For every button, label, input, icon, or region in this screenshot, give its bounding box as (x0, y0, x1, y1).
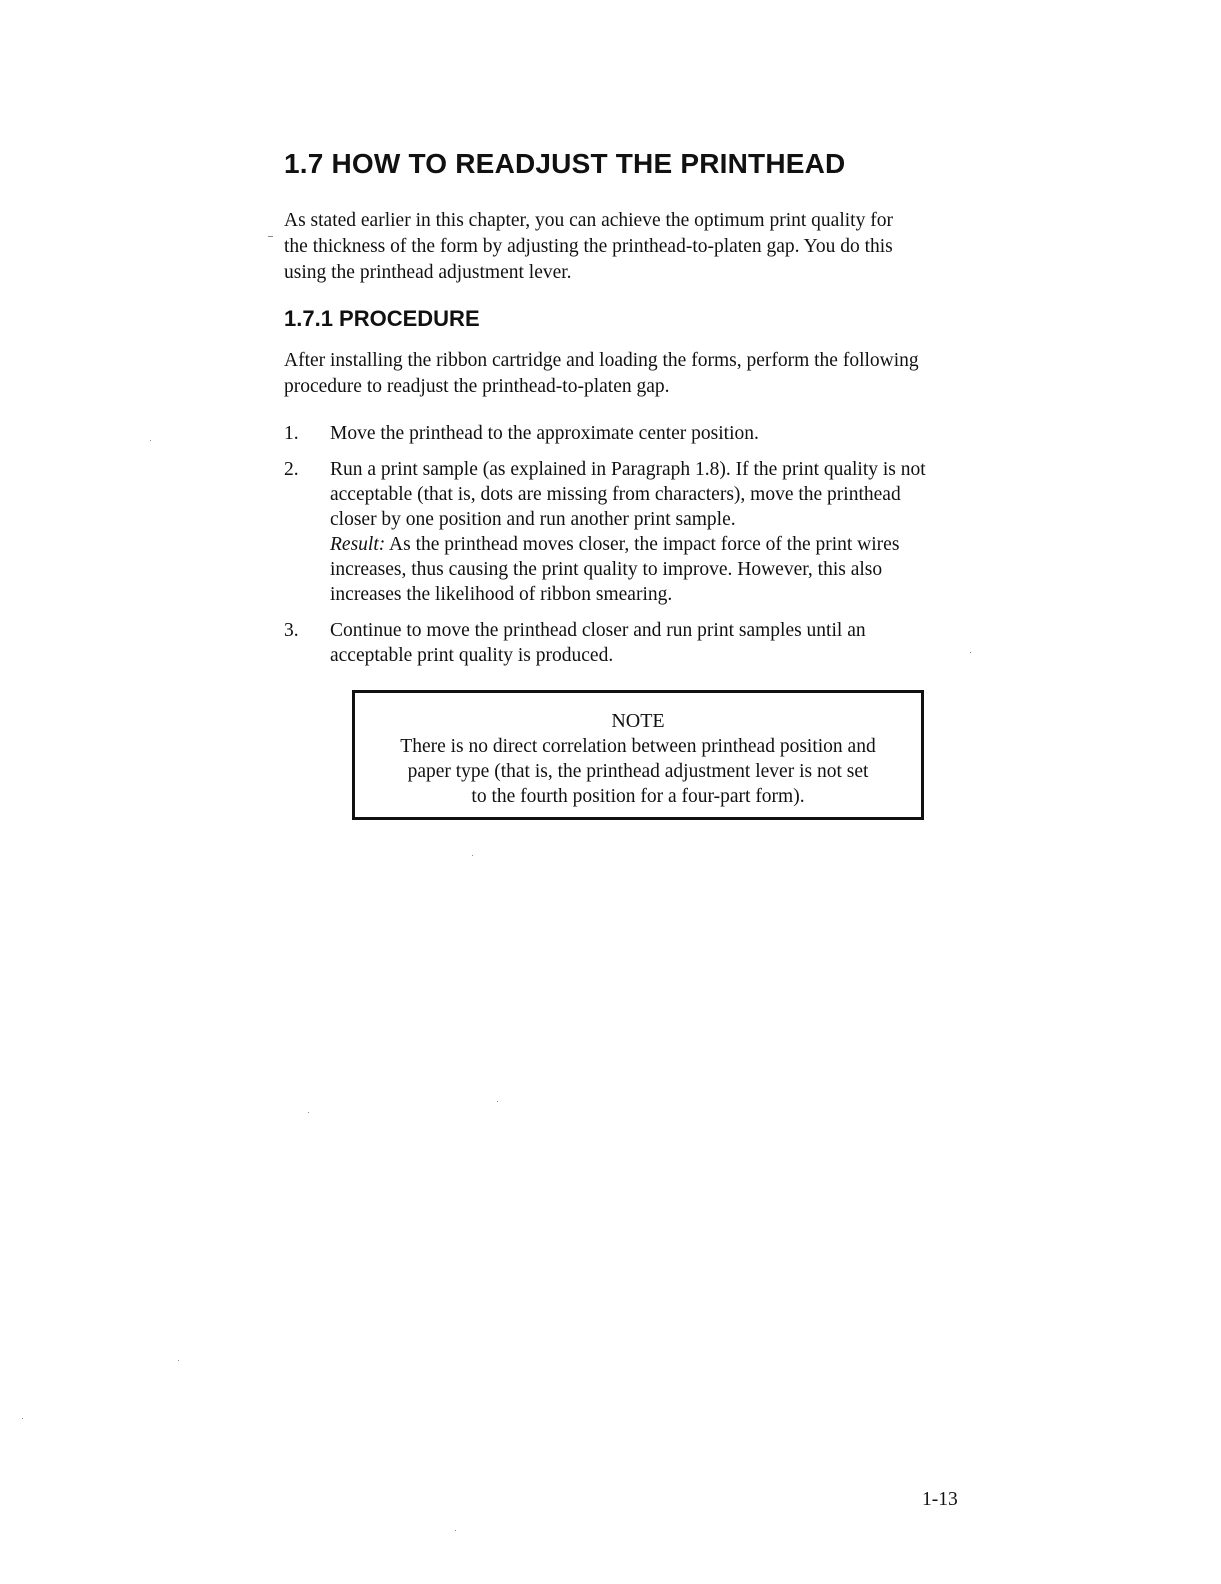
scan-speck (472, 855, 473, 856)
scan-speck (497, 1101, 498, 1102)
scan-speck (178, 1360, 179, 1361)
procedure-intro-paragraph (284, 348, 1004, 400)
scan-speck (22, 1418, 23, 1419)
step-number: 3. (284, 620, 299, 641)
intro-line: As stated earlier in this chapter, you can achieve the optimum print quality for (284, 210, 893, 231)
result-line: increases the likelihood of ribbon smearing. (330, 584, 673, 605)
step-line: Run a print sample (as explained in Paragraph 1.8). If the print quality is not (330, 459, 926, 480)
page-number: 1-13 (922, 1489, 958, 1510)
section-heading: 1.7 HOW TO READJUST THE PRINTHEAD (284, 148, 846, 179)
step-line: Continue to move the printhead closer and run print samples until an (330, 620, 866, 641)
procedure-steps-list (284, 421, 1004, 679)
result-line: increases, thus causing the print quality to improve. However, this also (330, 559, 883, 580)
section-intro-paragraph (284, 208, 984, 286)
procedure-intro-line: After installing the ribbon cartridge and loading the forms, perform the following (284, 350, 919, 371)
intro-line: using the printhead adjustment lever. (284, 262, 572, 283)
scan-speck (970, 652, 971, 653)
step-line: acceptable print quality is produced. (330, 645, 614, 666)
note-line: There is no direct correlation between printhead position and (400, 736, 876, 757)
step-line: Move the printhead to the approximate center position. (330, 423, 759, 444)
procedure-step-2 (284, 457, 1004, 607)
scan-speck (308, 1112, 309, 1113)
step-line: acceptable (that is, dots are missing from characters), move the printhead (330, 484, 901, 505)
step-text (330, 421, 1004, 446)
subsection-heading: 1.7.1 PROCEDURE (284, 306, 480, 331)
note-box (352, 690, 924, 820)
intro-line: the thickness of the form by adjusting the printhead-to-platen gap. You do this (284, 236, 893, 257)
procedure-intro-line: procedure to readjust the printhead-to-platen gap. (284, 376, 670, 397)
result-line: As the printhead moves closer, the impact force of the print wires (385, 534, 900, 555)
procedure-step-3 (284, 618, 1004, 668)
step-text (330, 618, 1004, 668)
step-number: 1. (284, 423, 299, 444)
scan-speck (268, 236, 273, 237)
note-line: paper type (that is, the printhead adjustment lever is not set (407, 761, 869, 782)
step-line: closer by one position and run another print sample. (330, 509, 736, 530)
result-label: Result: (330, 534, 386, 555)
procedure-step-1 (284, 421, 1004, 446)
note-title: NOTE (611, 710, 665, 732)
step-number: 2. (284, 459, 299, 480)
scan-speck (455, 1530, 456, 1531)
step-text (330, 457, 1004, 607)
scan-speck (150, 440, 151, 441)
note-line: to the fourth position for a four-part form). (471, 786, 805, 807)
